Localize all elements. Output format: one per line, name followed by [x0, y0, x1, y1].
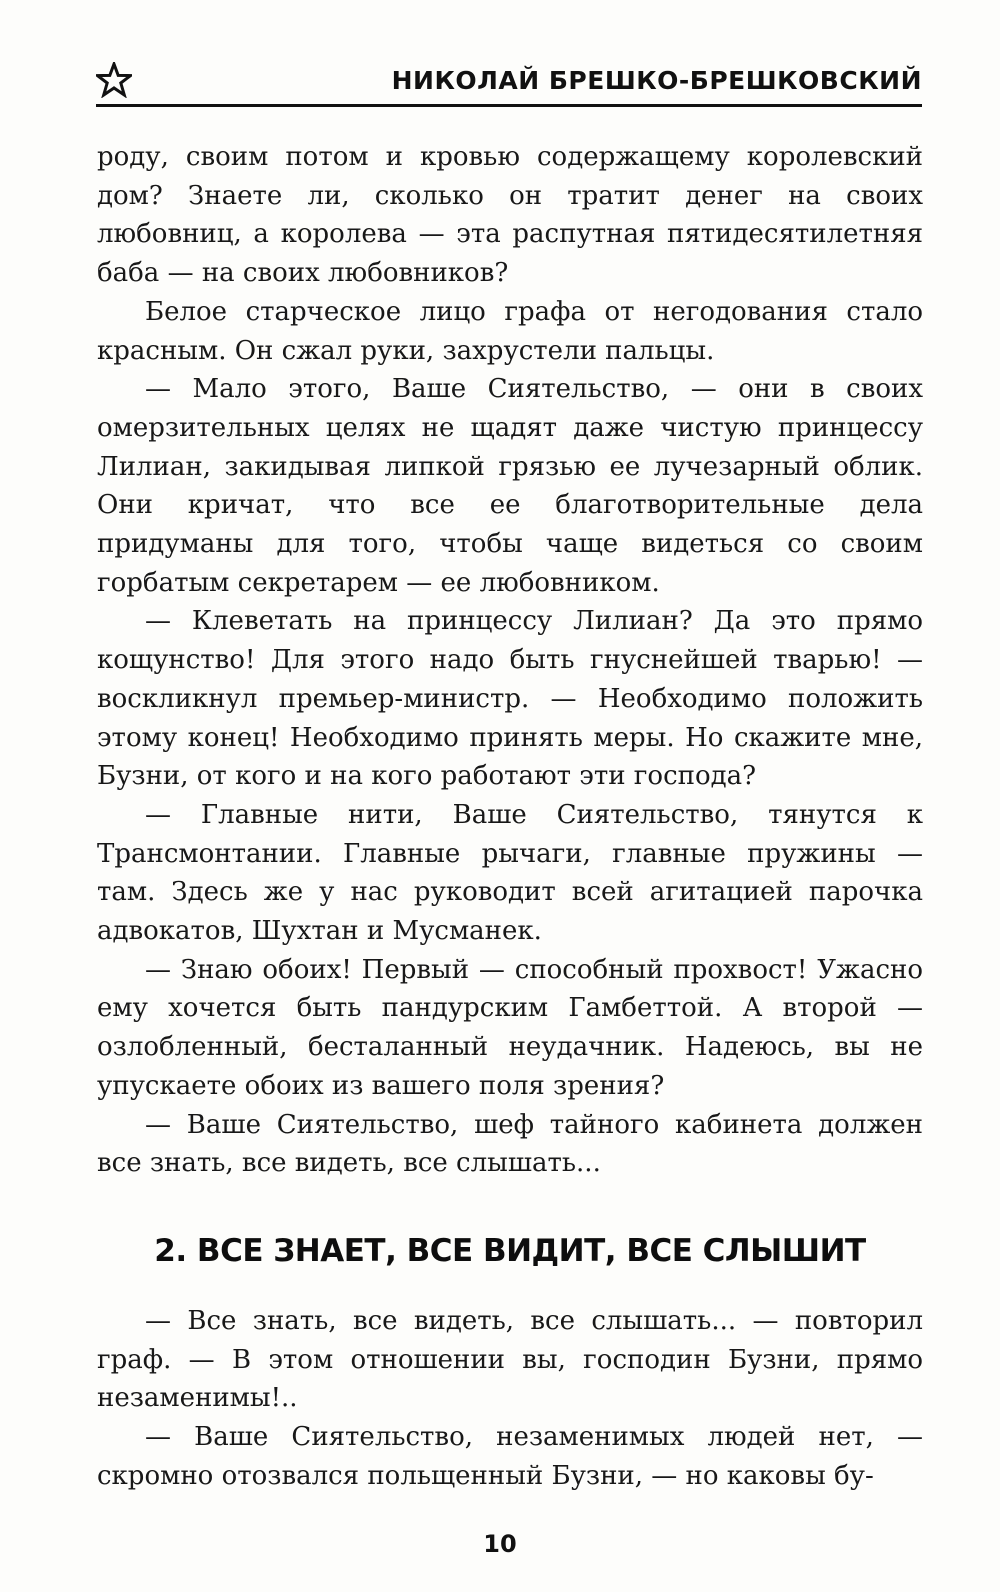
body-text-bottom	[97, 1302, 923, 1496]
paragraph: — Мало этого, Ваше Сиятельство, — они в своих омерзительных целях не щадят даже чистую принцессу Лилиан, закидывая липкой грязью ее лучезарный облик. Они кричат, что все ее благотворительные дела придуманы для того, чтобы чаще видеться со своим горбатым секретарем — ее любовником.	[97, 374, 923, 598]
paragraph: — Знаю обоих! Первый — способный прохвост! Ужасно ему хочется быть пандурским Гамбеттой. А второй — озлобленный, бесталанный неудачник. Надеюсь, вы не упускаете обоих из вашего поля зрения?	[97, 954, 923, 1101]
star-outline-icon	[96, 62, 132, 98]
header-rule	[96, 104, 922, 107]
paragraph: — Клеветать на принцессу Лилиан? Да это прямо кощунство! Для этого надо быть гнуснейшей тварью! — воскликнул премьер-министр. — Необходимо положить этому конец! Необходимо принять меры. Но скажите мне, Бузни, от кого и на кого работают эти господа?	[97, 606, 923, 792]
paragraph: роду, своим потом и кровью содержащему королевский дом? Знаете ли, сколько он тратит денег на своих любовниц, а королева — эта распутная пятидесятилетняя баба — на своих любовников?	[97, 142, 923, 289]
author-name: НИКОЛАЙ БРЕШКО-БРЕШКОВСКИЙ	[391, 66, 922, 95]
page-number: 10	[483, 1530, 517, 1558]
paragraph: — Все знать, все видеть, все слышать... — повторил граф. — В этом отношении вы, господин Бузни, прямо незаменимы!..	[97, 1306, 923, 1414]
paragraph: — Главные нити, Ваше Сиятельство, тянутся к Трансмонтании. Главные рычаги, главные пружины — там. Здесь же у нас руководит всей агитацией парочка адвокатов, Шухтан и Мусманек.	[97, 799, 923, 947]
paragraph: — Ваше Сиятельство, шеф тайного кабинета должен все знать, все видеть, все слышать...	[97, 1109, 923, 1179]
paragraph: — Ваше Сиятельство, незаменимых людей нет, — скромно отозвался польщенный Бузни, — но каковы бу-	[97, 1422, 923, 1491]
paragraph: Белое старческое лицо графа от негодования стало красным. Он сжал руки, захрустели пальцы.	[97, 296, 923, 366]
body-text-top	[97, 138, 923, 1183]
running-header	[96, 58, 922, 106]
chapter-title: 2. ВСЕ ЗНАЕТ, ВСЕ ВИДИТ, ВСЕ СЛЫШИТ	[154, 1233, 866, 1269]
